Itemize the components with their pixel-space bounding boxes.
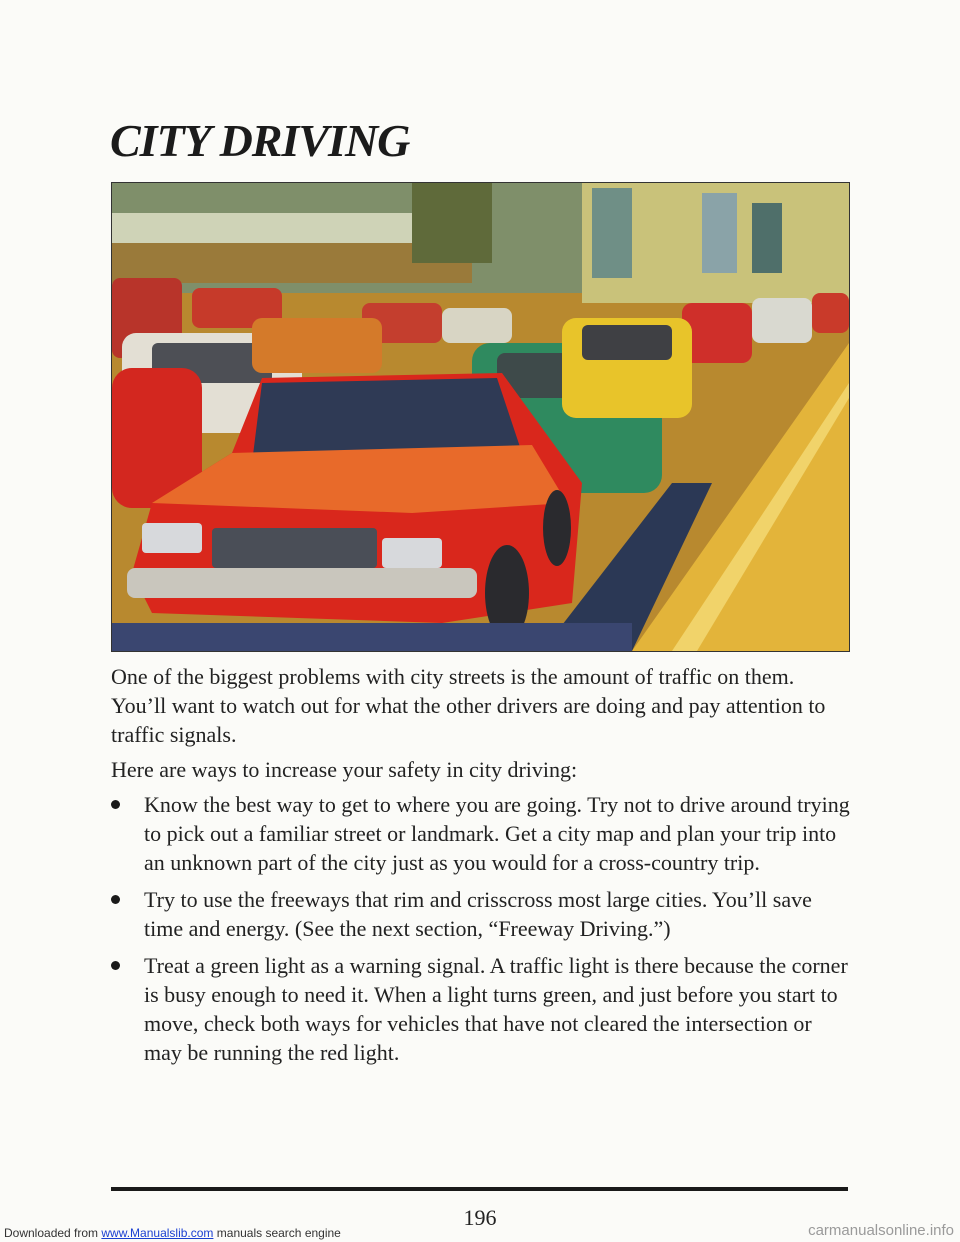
bullet-icon (111, 800, 120, 809)
download-suffix: manuals search engine (213, 1226, 341, 1240)
list-item-text: Know the best way to get to where you are going. Try not to drive around trying to pick out a familiar street or landmark. Get a city map and plan your trip into an unknown part of the city just as you would for a cross-country trip. (144, 792, 850, 875)
lead-in-paragraph: Here are ways to increase your safety in city driving: (111, 757, 578, 782)
list-item (111, 951, 851, 1067)
safety-tips-list (111, 790, 851, 1067)
intro-paragraph: One of the biggest problems with city streets is the amount of traffic on them. You’ll want to watch out for what the other drivers are doing and pay attention to traffic signals. (111, 664, 826, 747)
body-text (111, 662, 851, 1075)
list-item-text: Try to use the freeways that rim and crisscross most large cities. You’ll save time and energy. (See the next section, “Freeway Driving.”) (144, 887, 812, 941)
bullet-icon (111, 961, 120, 970)
download-notice (4, 1226, 341, 1240)
list-item (111, 885, 851, 943)
download-prefix: Downloaded from (4, 1226, 102, 1240)
footer-rule (111, 1187, 848, 1191)
page-title: CITY DRIVING (110, 115, 410, 166)
manualslib-link[interactable]: www.Manualslib.com (101, 1226, 214, 1240)
watermark: carmanualsonline.info (808, 1222, 954, 1239)
list-item-text: Treat a green light as a warning signal. A traffic light is there because the corner is busy enough to need it. When a light turns green, and just before you start to move, check both ways for vehicles that have not cleared the intersection or may be running the red light. (144, 953, 848, 1065)
page-number: 196 (463, 1205, 497, 1230)
bullet-icon (111, 895, 120, 904)
city-traffic-illustration (111, 182, 850, 652)
list-item (111, 790, 851, 877)
traffic-scene-image (112, 183, 849, 651)
